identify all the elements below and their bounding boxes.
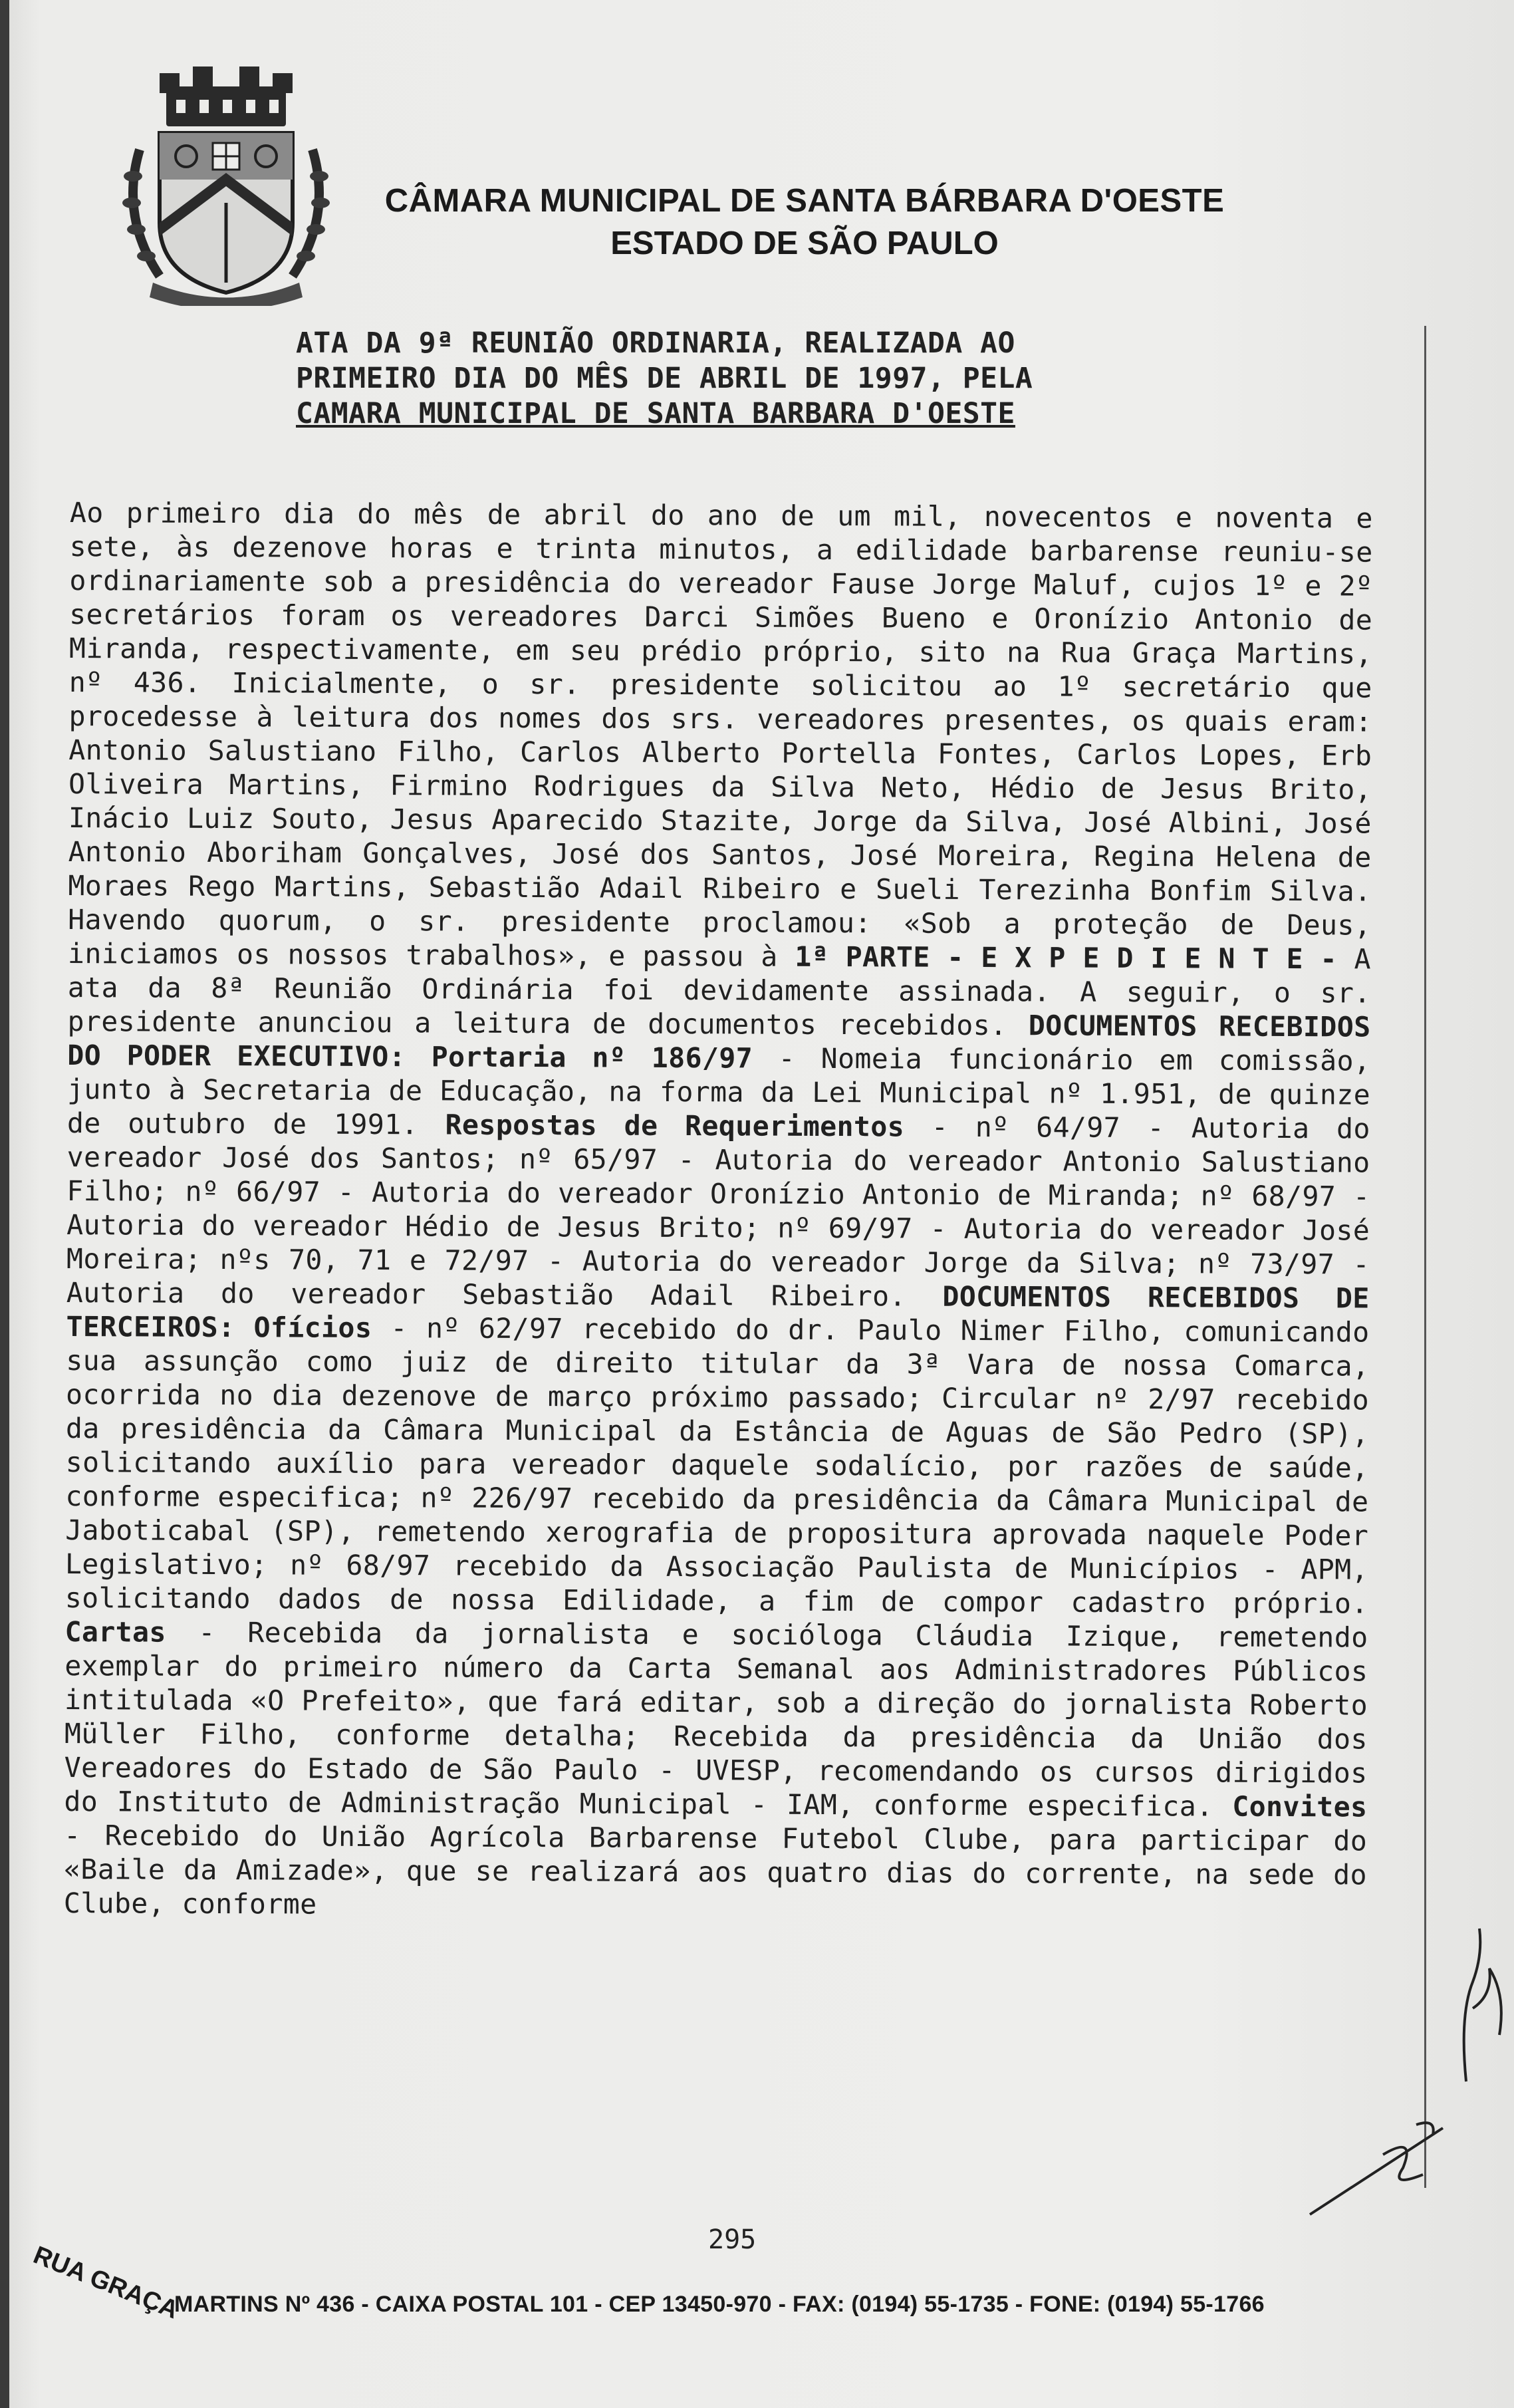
- scan-edge: [0, 0, 9, 2408]
- margin-rule: [1424, 326, 1426, 2188]
- body-paragraph: [64, 495, 1373, 1926]
- page-number: 295: [708, 2224, 757, 2255]
- invitations-text: - Recebido do União Agrícola Barbarense Futebol Clube, para participar do «Baile da Amizade», que se realizará aos quatro dias do corrente, na sede do Clube, conforme: [63, 1818, 1368, 1921]
- institution-header: [372, 180, 1237, 265]
- letters-heading: Cartas: [64, 1615, 166, 1649]
- minutes-title: [296, 326, 1160, 432]
- invitations-heading: Convites: [1232, 1790, 1368, 1823]
- footer-street-text: RUA GRAÇA: [29, 2241, 183, 2325]
- margin-signature-icon: [1453, 1915, 1513, 2088]
- footer-street-curve: [29, 2228, 1489, 2334]
- portaria-text: - Nomeia funcionário em comissão, junto à Secretaria de Educação, na forma da Lei Municipal nº 1.951, de quinze de outubro de 1991.: [66, 1041, 1371, 1141]
- minutes-approval-text: A ata da 8ª Reunião Ordinária foi devidamente assinada. A seguir, o sr. presidente anunciou a leitura de documentos recebidos.: [67, 942, 1372, 1042]
- institution-name: CÂMARA MUNICIPAL DE SANTA BÁRBARA D'OESTE: [384, 183, 1225, 219]
- title-line-2: PRIMEIRO DIA DO MÊS DE ABRIL DE 1997, PELA: [296, 362, 1033, 395]
- requirements-responses-heading: Respostas de Requerimentos: [445, 1108, 905, 1143]
- title-line-1: ATA DA 9ª REUNIÃO ORDINARIA, REALIZADA AO: [296, 327, 1015, 360]
- coat-of-arms-icon: [113, 63, 339, 306]
- title-line-3: CAMARA MUNICIPAL DE SANTA BARBARA D'OESTE: [296, 397, 1015, 430]
- part-one-label: 1ª PARTE - E X P E D I E N T E -: [795, 940, 1338, 976]
- minutes-body: [64, 495, 1373, 1926]
- state-name: ESTADO DE SÃO PAULO: [610, 225, 999, 261]
- oficios-text: - nº 62/97 recebido do dr. Paulo Nimer Filho, comunicando sua assunção como juiz de direito titular da 3ª Vara de nossa Comarca, ocorrida no dia dezenove de março próximo passado; Circular nº 2/97 recebido da presidência da Câmara Municipal da Estância de Aguas de São Pedro (SP), solicitando auxílio para vereador daquele sodalício, por razões de saúde, conforme especifica; nº 226/97 recebido da presidência da Câmara Municipal de Jaboticabal (SP), remetendo xerografia de propositura aprovada naquele Poder Legislativo; nº 68/97 recebido da Associação Paulista de Municípios - APM, solicitando dados de nossa Edilidade, a fim de compor cadastro próprio.: [64, 1311, 1370, 1620]
- letters-text: - Recebida da jornalista e socióloga Cláudia Izique, remetendo exemplar do primeiro número da Carta Semanal aos Administradores Públicos intitulada «O Prefeito», que fará editar, sob a direção do jornalista Roberto Müller Filho, conforme detalha; Recebida da presidência da União dos Vereadores do Estado de São Paulo - UVESP, recomendando os cursos dirigidos do Instituto de Administração Municipal - IAM, conforme especifica.: [64, 1615, 1368, 1823]
- executive-docs-heading: DOCUMENTOS RECEBIDOS DO PODER EXECUTIVO: Portaria nº 186/97: [67, 1009, 1371, 1075]
- bottom-signature-icon: [1303, 2115, 1456, 2221]
- opening-text: Ao primeiro dia do mês de abril do ano de um mil, novecentos e noventa e sete, às dezenove horas e trinta minutos, a edilidade barbarense reuniu-se ordinariamente sob a presidência do vereador Fause Jorge Maluf, cujos 1º e 2º secretários foram os vereadores Darci Simões Bueno e Oronízio Antonio de Miranda, respectivamente, em seu prédio próprio, sito na Rua Graça Martins, nº 436. Inicialmente, o sr. presidente solicitou ao 1º secretário que procedesse à leitura dos nomes dos srs. vereadores presentes, os quais eram: Antonio Salustiano Filho, Carlos Alberto Portella Fontes, Carlos Lopes, Erb Oliveira Martins, Firmino Rodrigues da Silva Neto, Hédio de Jesus Brito, Inácio Luiz Souto, Jesus Aparecido Stazite, Jorge da Silva, José Albini, José Antonio Aboriham Gonçalves, José dos Santos, José Moreira, Regina Helena de Moraes Rego Martins, Sebastião Adail Ribeiro e Sueli Terezinha Bonfim Silva. Havendo quorum, o sr. presidente proclamou: «Sob a proteção de Deus, iniciamos os nossos trabalhos», e passou à: [67, 496, 1373, 973]
- third-party-docs-heading: DOCUMENTOS RECEBIDOS DE TERCEIROS: Ofícios: [66, 1279, 1370, 1344]
- requirements-text: - nº 64/97 - Autoria do vereador José dos Santos; nº 65/97 - Autoria do vereador Antonio Salustiano Filho; nº 66/97 - Autoria do vereador Oronízio Antonio de Miranda; nº 68/97 - Autoria do vereador Hédio de Jesus Brito; nº 69/97 - Autoria do vereador José Moreira; nºs 70, 71 e 72/97 - Autoria do vereador Jorge da Silva; nº 73/97 - Autoria do vereador Sebastião Adail Ribeiro.: [66, 1110, 1370, 1313]
- footer-address: MARTINS Nº 436 - CAIXA POSTAL 101 - CEP 13450-970 - FAX: (0194) 55-1735 - FONE: (0194) 55-1766: [174, 2292, 1265, 2317]
